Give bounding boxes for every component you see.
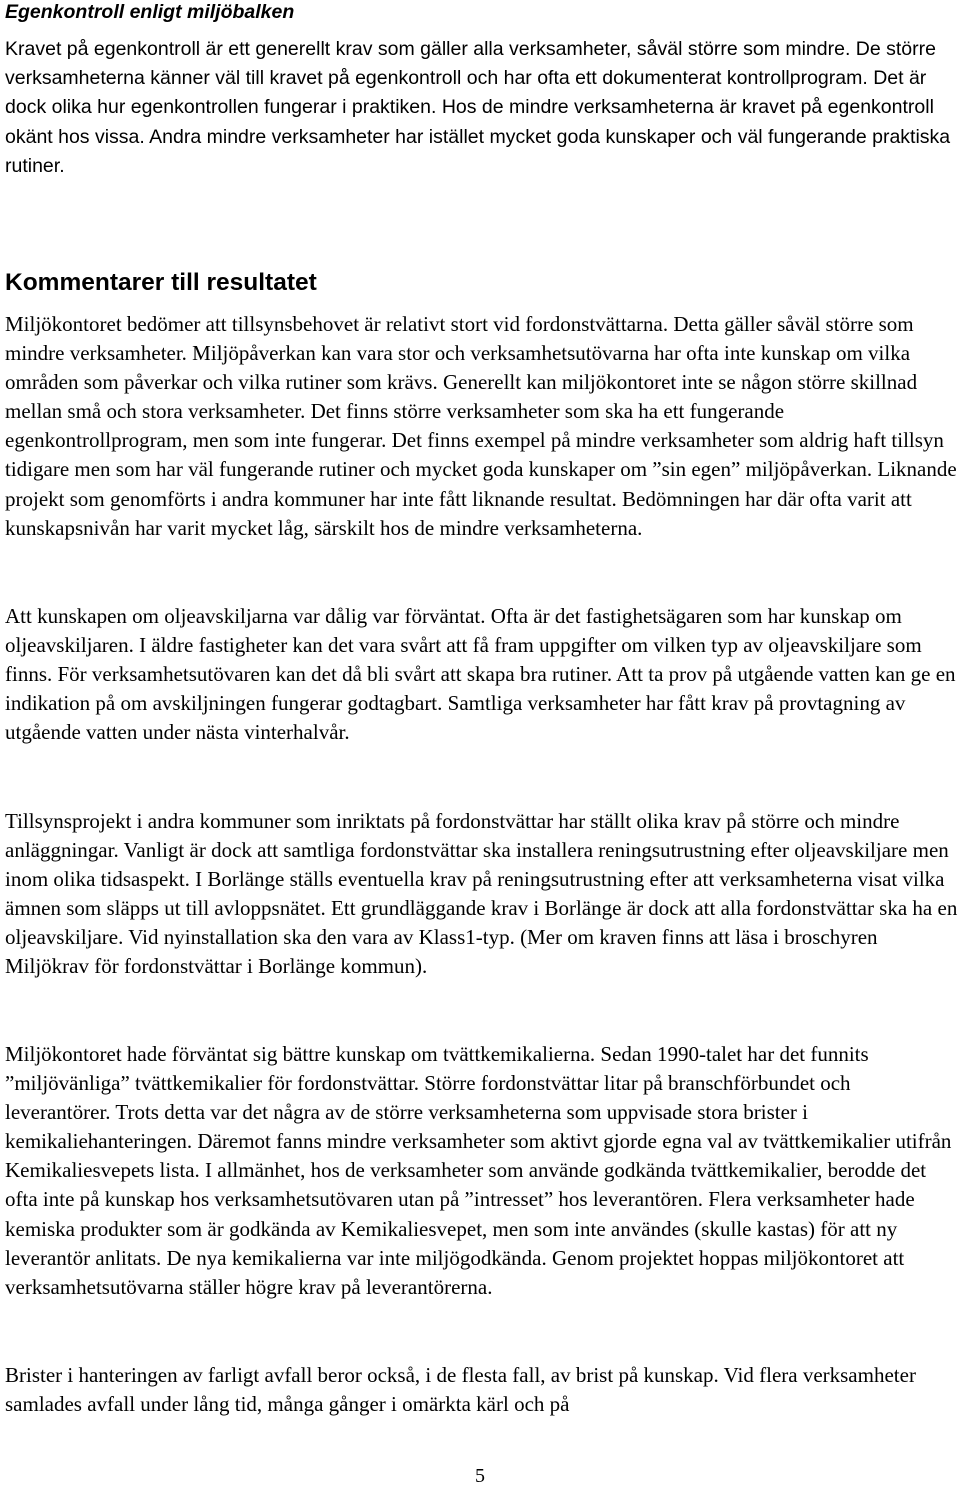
paragraph-tvattkemikalier: Miljökontoret hade förväntat sig bättre kunskap om tvättkemikalierna. Sedan 1990-talet har det funnits ”miljövänliga” tvättkemikalier för fordonstvättar. Större fordonstvättar litar på branschförbundet och leverantörer. Trots detta var det några av de större verksamheterna som uppvisade stora brister i kemikaliehanteringen. Däremot fanns mindre verksamheter som aktivt gjorde egna val av tvättkemikalier utifrån Kemikaliesvepets lista. I allmänhet, hos de verksamheter som använde godkända tvättkemikalier, berodde det ofta inte på kunskap hos verksamhetsutövaren utan på ”intresset” hos leverantören. Flera verksamheter hade kemiska produkter som är godkända av Kemikaliesvepet, men som inte användes (skulle kastas) för att ny leverantör anlitats. De nya kemikalierna var inte miljögodkända. Genom projektet hoppas miljökontoret att verksamhetsutövarna ställer högre krav på leverantörerna. [5,1042,952,1299]
paragraph-tillsynsbehov: Miljökontoret bedömer att tillsynsbehovet är relativt stort vid fordonstvättarna. Detta gäller såväl större som mindre verksamheter. Miljöpåverkan kan vara stor och verksamhetsutövarna har ofta inte kunskap om vilka områden som påverkar och vilka rutiner som krävs. Generellt kan miljökontoret inte se någon större skillnad mellan små och stora verksamheter. Det finns större verksamheter som ska ha ett fungerande egenkontrollprogram, men som inte fungerar. Det finns exempel på mindre verksamheter som aldrig haft tillsyn tidigare men som har väl fungerande rutiner och mycket goda kunskaper om ”sin egen” miljöpåverkan. Liknande projekt som genomförts i andra kommuner har inte fått liknande resultat. Bedömningen har där ofta varit att kunskapsnivån har varit mycket låg, särskilt hos de mindre verksamheterna. [5,312,957,540]
paragraph-tillsynsprojekt: Tillsynsprojekt i andra kommuner som inriktats på fordonstvättar har ställt olika krav på större och mindre anläggningar. Vanligt är dock att samtliga fordonstvättar ska installera reningsutrustning efter oljeavskiljare men inom olika tidsaspekt. I Borlänge ställs eventuella krav på reningsutrustning efter att verksamheterna visat vilka ämnen som släpps ut till avloppsnätet. Ett grundläggande krav i Borlänge är dock att alla fordonstvättar ska ha en oljeavskiljare. Vid nyinstallation ska den vara av Klass1-typ. (Mer om kraven finns att läsa i broschyren Miljökrav för fordonstvättar i Borlänge kommun). [5,809,958,979]
section-heading-kommentarer: Kommentarer till resultatet [5,269,317,296]
paragraph-oljeavskiljare: Att kunskapen om oljeavskiljarna var dålig var förväntat. Ofta är det fastighetsägaren som har kunskap om oljeavskiljaren. I äldre fastigheter kan det vara svårt att få fram uppgifter om vilken typ av oljeavskiljare som finns. För verksamhetsutövaren kan det då bli svårt att skapa bra rutiner. Att ta prov på utgående vatten kan ge en indikation på om avskiljningen fungerar godtagbart. Samtliga verksamheter har fått krav på provtagning av utgående vatten under nästa vinterhalvår. [5,604,956,745]
paragraph-egenkontroll: Kravet på egenkontroll är ett generellt krav som gäller alla verksamheter, såväl större som mindre. De större verksamheterna känner väl till kravet på egenkontroll och har ofta ett dokumenterat kontrollprogram. Det är dock olika hur egenkontrollen fungerar i praktiken. Hos de mindre verksamheterna är kravet på egenkontroll okänt hos vissa. Andra mindre verksamheter har istället mycket goda kunskaper och väl fungerande praktiska rutiner. [5,38,951,177]
paragraph-farligt-avfall: Brister i hanteringen av farligt avfall beror också, i de flesta fall, av brist på kunskap. Vid flera verksamheter samlades avfall under lång tid, många gånger i omärkta kärl och på [5,1363,916,1417]
page-number: 5 [475,1465,485,1487]
document-page [5,0,958,1487]
section-heading-egenkontroll: Egenkontroll enligt miljöbalken [5,1,295,23]
